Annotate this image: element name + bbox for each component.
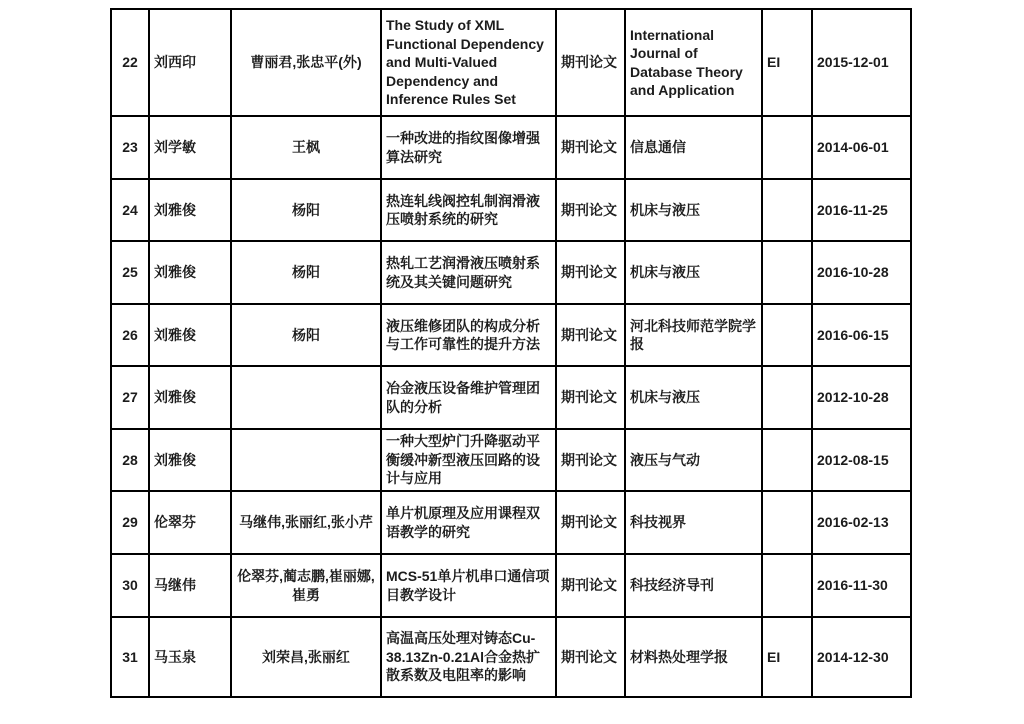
cell-index [762,179,812,241]
cell-title: 高温高压处理对铸态Cu-38.13Zn-0.21Al合金热扩散系数及电阻率的影响 [381,617,556,697]
cell-type: 期刊论文 [556,304,625,366]
cell-index [762,241,812,304]
table-row [111,9,911,116]
cell-seq: 24 [111,179,149,241]
cell-journal: International Journal of Database Theory and Application [625,9,762,116]
cell-co-authors: 杨阳 [231,179,381,241]
cell-title: 一种改进的指纹图像增强算法研究 [381,116,556,179]
cell-date: 2016-11-30 [812,554,911,617]
cell-journal: 机床与液压 [625,241,762,304]
cell-first-author: 刘西印 [149,9,231,116]
cell-first-author: 伦翠芬 [149,491,231,554]
cell-index [762,491,812,554]
cell-first-author: 刘雅俊 [149,241,231,304]
cell-title: 热轧工艺润滑液压喷射系统及其关键问题研究 [381,241,556,304]
cell-type: 期刊论文 [556,554,625,617]
cell-seq: 28 [111,429,149,491]
cell-seq: 31 [111,617,149,697]
cell-co-authors: 伦翠芬,蔺志鹏,崔丽娜,崔勇 [231,554,381,617]
cell-seq: 29 [111,491,149,554]
cell-journal: 机床与液压 [625,366,762,429]
table-row [111,617,911,697]
cell-first-author: 刘学敏 [149,116,231,179]
cell-co-authors: 曹丽君,张忠平(外) [231,9,381,116]
cell-date: 2014-12-30 [812,617,911,697]
cell-index [762,554,812,617]
cell-first-author: 马继伟 [149,554,231,617]
cell-journal: 材料热处理学报 [625,617,762,697]
cell-date: 2016-02-13 [812,491,911,554]
cell-seq: 30 [111,554,149,617]
cell-journal: 液压与气动 [625,429,762,491]
table-row [111,429,911,491]
table-row [111,366,911,429]
cell-journal: 机床与液压 [625,179,762,241]
cell-type: 期刊论文 [556,429,625,491]
cell-first-author: 刘雅俊 [149,304,231,366]
cell-seq: 23 [111,116,149,179]
cell-co-authors: 王枫 [231,116,381,179]
cell-journal: 科技视界 [625,491,762,554]
cell-co-authors [231,429,381,491]
table-row [111,491,911,554]
cell-co-authors: 杨阳 [231,241,381,304]
cell-type: 期刊论文 [556,116,625,179]
cell-title: MCS-51单片机串口通信项目教学设计 [381,554,556,617]
cell-type: 期刊论文 [556,241,625,304]
cell-co-authors [231,366,381,429]
cell-index: EI [762,9,812,116]
cell-seq: 27 [111,366,149,429]
cell-seq: 26 [111,304,149,366]
table-row [111,554,911,617]
cell-type: 期刊论文 [556,617,625,697]
publications-table [110,8,912,698]
cell-date: 2012-10-28 [812,366,911,429]
cell-seq: 22 [111,9,149,116]
cell-date: 2015-12-01 [812,9,911,116]
cell-co-authors: 马继伟,张丽红,张小芹 [231,491,381,554]
cell-date: 2016-06-15 [812,304,911,366]
cell-journal: 河北科技师范学院学报 [625,304,762,366]
cell-type: 期刊论文 [556,9,625,116]
cell-date: 2016-11-25 [812,179,911,241]
cell-title: 热连轧线阀控轧制润滑液压喷射系统的研究 [381,179,556,241]
cell-co-authors: 杨阳 [231,304,381,366]
cell-title: 一种大型炉门升降驱动平衡缓冲新型液压回路的设计与应用 [381,429,556,491]
cell-title: 单片机原理及应用课程双语教学的研究 [381,491,556,554]
cell-title: The Study of XML Functional Dependency and Multi-Valued Dependency and Inference Rules Set [381,9,556,116]
cell-first-author: 刘雅俊 [149,179,231,241]
cell-journal: 信息通信 [625,116,762,179]
table-row [111,179,911,241]
cell-first-author: 刘雅俊 [149,366,231,429]
cell-index [762,429,812,491]
cell-index [762,304,812,366]
cell-title: 冶金液压设备维护管理团队的分析 [381,366,556,429]
cell-date: 2016-10-28 [812,241,911,304]
cell-journal: 科技经济导刊 [625,554,762,617]
cell-index [762,116,812,179]
cell-title: 液压维修团队的构成分析与工作可靠性的提升方法 [381,304,556,366]
cell-seq: 25 [111,241,149,304]
table-row [111,116,911,179]
cell-type: 期刊论文 [556,179,625,241]
table-row [111,304,911,366]
cell-type: 期刊论文 [556,491,625,554]
cell-co-authors: 刘荣昌,张丽红 [231,617,381,697]
cell-first-author: 刘雅俊 [149,429,231,491]
table-row [111,241,911,304]
cell-date: 2012-08-15 [812,429,911,491]
cell-date: 2014-06-01 [812,116,911,179]
cell-index [762,366,812,429]
cell-first-author: 马玉泉 [149,617,231,697]
cell-type: 期刊论文 [556,366,625,429]
cell-index: EI [762,617,812,697]
